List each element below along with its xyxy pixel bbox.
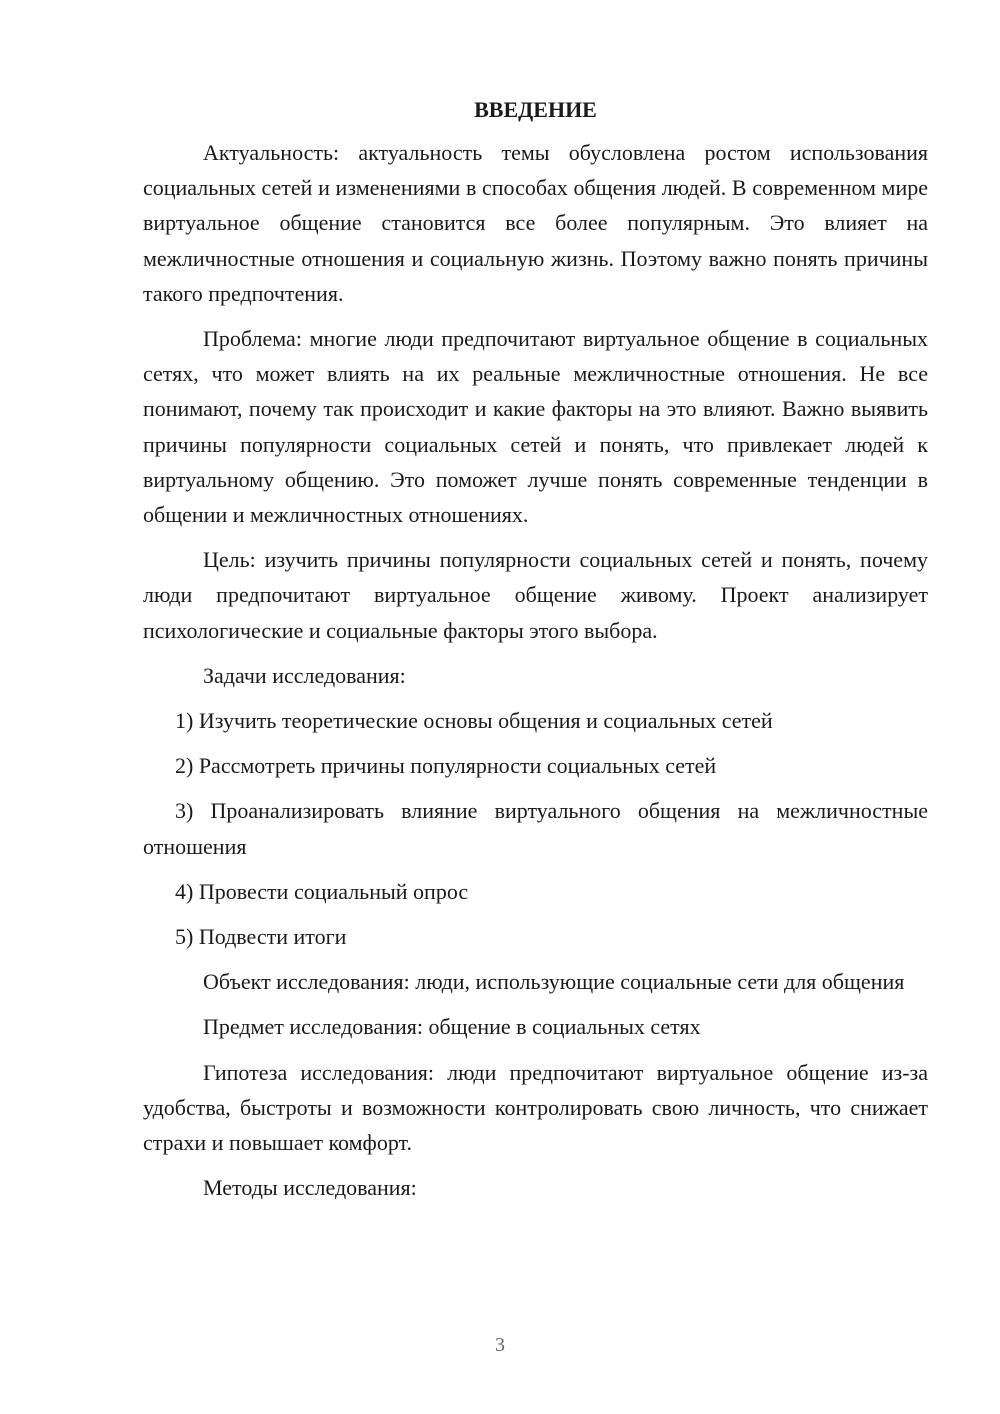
task-item-3: 3) Проанализировать влияние виртуального общения на межличностные отношения	[143, 798, 928, 859]
tasks-heading: Задачи исследования:	[203, 662, 406, 688]
paragraph-problem: Проблема: многие люди предпочитают виртуальное общение в социальных сетях, что может влиять на их реальные межличностные отношения. Не все понимают, почему так происходит и какие факторы на это влияют. Важно выявить причины популярности социальных сетей и понять, что привлекает людей к виртуальному общению. Это поможет лучше понять современные тенденции в общении и межличностных отношениях.	[143, 326, 928, 528]
task-item-2: 2) Рассмотреть причины популярности социальных сетей	[175, 753, 717, 779]
methods-heading: Методы исследования:	[203, 1175, 417, 1201]
section-title: ВВЕДЕНИЕ	[474, 97, 597, 122]
paragraph-subject: Предмет исследования: общение в социальных сетях	[203, 1014, 701, 1040]
paragraph-goal: Цель: изучить причины популярности социальных сетей и понять, почему люди предпочитают виртуальное общение живому. Проект анализирует психологические и социальные факторы этого выбора.	[143, 547, 928, 643]
paragraph-hypothesis: Гипотеза исследования: люди предпочитают виртуальное общение из-за удобства, быстроты и возможности контролировать свою личность, что снижает страхи и повышает комфорт.	[143, 1059, 928, 1156]
paragraph-object: Объект исследования: люди, использующие социальные сети для общения	[203, 969, 905, 995]
page-number: 3	[495, 1334, 505, 1356]
task-item-4: 4) Провести социальный опрос	[175, 878, 469, 904]
page-content	[143, 92, 928, 1205]
paragraph-relevance: Актуальность: актуальность темы обусловлена ростом использования социальных сетей и изменениями в способах общения людей. В современном мире виртуальное общение становится все более популярным. Это влияет на межличностные отношения и социальную жизнь. Поэтому важно понять причины такого предпочтения.	[143, 140, 928, 306]
task-item-1: 1) Изучить теоретические основы общения и социальных сетей	[175, 708, 773, 734]
task-item-5: 5) Подвести итоги	[175, 924, 347, 950]
